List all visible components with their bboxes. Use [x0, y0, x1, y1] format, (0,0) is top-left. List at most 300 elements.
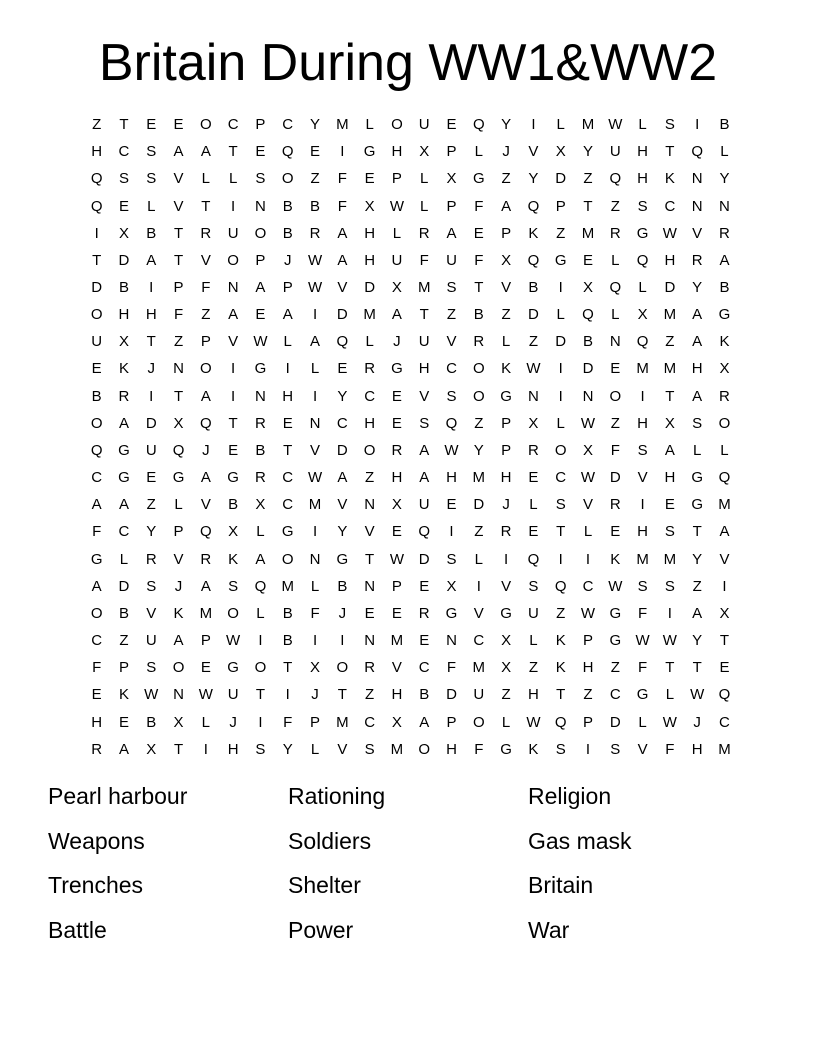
grid-letter: D: [609, 713, 621, 731]
grid-letter: X: [501, 632, 512, 650]
grid-letter: E: [91, 360, 102, 378]
grid-letter: K: [228, 550, 239, 568]
grid-letter: O: [281, 550, 294, 568]
grid-letter: D: [118, 577, 130, 595]
grid-letter: T: [719, 632, 730, 650]
grid-letter: W: [389, 197, 404, 215]
grid-letter: R: [418, 224, 430, 242]
grid-letter: E: [337, 360, 348, 378]
grid-letter: I: [558, 360, 563, 378]
grid-letter: Q: [554, 713, 567, 731]
grid-letter: A: [282, 306, 293, 324]
grid-letter: B: [282, 604, 293, 622]
grid-letter: J: [502, 496, 510, 514]
grid-letter: L: [556, 116, 565, 134]
grid-letter: E: [419, 577, 430, 595]
grid-letter: R: [255, 469, 266, 487]
grid-letter: E: [255, 306, 266, 324]
grid-letter: O: [90, 414, 103, 432]
grid-letter: M: [636, 550, 649, 568]
grid-letter: I: [312, 632, 318, 650]
grid-letter: L: [501, 713, 511, 731]
grid-letter: L: [474, 143, 483, 161]
grid-letter: B: [228, 496, 239, 514]
grid-letter: N: [719, 197, 730, 215]
grid-letter: G: [554, 251, 567, 269]
grid-letter: O: [472, 387, 485, 405]
grid-row: [83, 736, 738, 763]
grid-letter: L: [256, 523, 265, 541]
grid-letter: P: [255, 116, 266, 134]
grid-letter: A: [692, 306, 703, 324]
grid-letter: S: [637, 577, 648, 595]
grid-letter: E: [610, 360, 621, 378]
grid-letter: H: [364, 224, 376, 242]
grid-letter: Z: [474, 523, 484, 541]
grid-letter: I: [149, 387, 154, 405]
grid-letter: N: [582, 387, 594, 405]
grid-letter: A: [337, 224, 348, 242]
grid-letter: L: [611, 251, 620, 269]
grid-letter: B: [310, 197, 321, 215]
grid-letter: D: [145, 414, 157, 432]
grid-letter: I: [695, 116, 700, 134]
grid-letter: I: [531, 116, 536, 134]
grid-letter: I: [476, 577, 481, 595]
grid-letter: V: [337, 740, 348, 758]
grid-letter: Y: [692, 279, 703, 297]
grid-letter: D: [118, 251, 130, 269]
grid-letter: L: [174, 496, 183, 514]
grid-letter: L: [147, 197, 156, 215]
grid-letter: A: [501, 197, 512, 215]
grid-letter: P: [582, 632, 593, 650]
grid-letter: K: [555, 659, 566, 677]
grid-letter: O: [90, 306, 103, 324]
grid-letter: W: [198, 686, 213, 704]
grid-letter: S: [228, 577, 239, 595]
grid-letter: O: [254, 659, 267, 677]
grid-letter: P: [200, 632, 211, 650]
grid-letter: F: [638, 659, 648, 677]
grid-letter: Z: [610, 659, 620, 677]
grid-letter: T: [173, 224, 184, 242]
grid-letter: U: [91, 333, 103, 351]
grid-letter: G: [636, 686, 649, 704]
grid-letter: C: [91, 632, 103, 650]
grid-letter: U: [418, 333, 430, 351]
grid-letter: P: [255, 251, 266, 269]
grid-letter: M: [581, 224, 595, 242]
grid-letter: A: [200, 469, 211, 487]
grid-letter: L: [529, 496, 538, 514]
grid-letter: M: [199, 604, 213, 622]
grid-letter: T: [201, 197, 211, 215]
grid-letter: D: [555, 170, 567, 188]
grid-letter: W: [526, 713, 541, 731]
grid-row: [83, 111, 738, 138]
grid-letter: A: [200, 143, 211, 161]
grid-letter: N: [173, 686, 184, 704]
grid-letter: R: [309, 224, 321, 242]
grid-letter: M: [718, 496, 731, 514]
grid-letter: O: [363, 441, 376, 459]
grid-letter: E: [391, 604, 402, 622]
grid-letter: O: [200, 360, 212, 378]
grid-letter: B: [719, 116, 730, 134]
grid-letter: X: [719, 604, 730, 622]
grid-letter: O: [336, 659, 349, 677]
grid-letter: P: [582, 713, 593, 731]
grid-row: [83, 383, 738, 410]
grid-letter: M: [281, 577, 294, 595]
grid-letter: A: [419, 713, 430, 731]
grid-letter: S: [146, 577, 157, 595]
grid-letter: T: [692, 523, 702, 541]
grid-letter: N: [255, 197, 266, 215]
grid-letter: C: [364, 387, 376, 405]
grid-letter: N: [691, 197, 703, 215]
grid-letter: O: [472, 360, 485, 378]
grid-letter: Y: [528, 170, 539, 188]
grid-letter: C: [364, 713, 376, 731]
grid-letter: Y: [310, 116, 321, 134]
grid-letter: K: [528, 224, 539, 242]
grid-letter: I: [340, 143, 345, 161]
grid-letter: C: [282, 496, 294, 514]
word-bank-item: Power: [288, 916, 354, 943]
grid-letter: P: [501, 441, 512, 459]
grid-letter: F: [337, 170, 347, 188]
grid-letter: T: [337, 686, 347, 704]
grid-row: [83, 165, 738, 192]
grid-letter: A: [692, 333, 703, 351]
word-bank-item: Pearl harbour: [48, 783, 188, 809]
grid-letter: B: [118, 604, 129, 622]
grid-letter: N: [446, 632, 457, 650]
grid-letter: A: [692, 604, 703, 622]
word-bank-item: Weapons: [48, 827, 145, 854]
grid-letter: A: [118, 496, 129, 514]
grid-letter: P: [118, 659, 129, 677]
grid-letter: U: [145, 441, 157, 459]
grid-letter: N: [309, 414, 321, 432]
grid-letter: Q: [636, 251, 649, 269]
grid-letter: A: [446, 224, 457, 242]
grid-letter: I: [285, 360, 290, 378]
grid-letter: B: [528, 279, 539, 297]
grid-letter: M: [581, 116, 595, 134]
grid-letter: T: [692, 659, 702, 677]
grid-letter: C: [664, 197, 676, 215]
grid-letter: S: [664, 116, 675, 134]
grid-letter: X: [501, 659, 512, 677]
grid-letter: P: [501, 224, 512, 242]
grid-letter: Q: [527, 550, 540, 568]
grid-letter: U: [391, 251, 403, 269]
grid-letter: S: [555, 496, 566, 514]
grid-letter: V: [173, 197, 184, 215]
grid-letter: F: [638, 604, 648, 622]
grid-letter: Z: [610, 414, 620, 432]
grid-letter: H: [500, 469, 512, 487]
grid-letter: X: [582, 279, 593, 297]
grid-letter: D: [446, 686, 457, 704]
grid-letter: I: [94, 224, 99, 242]
grid-letter: R: [473, 333, 485, 351]
grid-letter: Q: [609, 170, 622, 188]
grid-letter: A: [337, 251, 348, 269]
grid-letter: E: [391, 387, 402, 405]
grid-letter: X: [146, 740, 157, 758]
grid-letter: Z: [501, 170, 511, 188]
grid-letter: G: [281, 523, 294, 541]
grid-row: [83, 600, 738, 627]
grid-letter: X: [173, 414, 184, 432]
grid-letter: E: [364, 170, 375, 188]
grid-letter: B: [146, 713, 157, 731]
grid-letter: V: [528, 143, 539, 161]
grid-letter: M: [417, 279, 431, 297]
grid-letter: G: [500, 387, 512, 405]
grid-letter: O: [281, 170, 294, 188]
grid-letter: V: [473, 604, 484, 622]
grid-letter: W: [580, 469, 596, 487]
grid-letter: A: [664, 441, 675, 459]
grid-letter: H: [446, 469, 457, 487]
grid-letter: A: [146, 251, 157, 269]
grid-letter: H: [691, 360, 703, 378]
grid-letter: Q: [200, 414, 212, 432]
grid-letter: F: [474, 740, 484, 758]
grid-letter: I: [149, 279, 154, 297]
word-bank: [48, 776, 768, 954]
grid-letter: F: [201, 279, 211, 297]
grid-letter: H: [364, 414, 376, 432]
grid-letter: C: [282, 116, 294, 134]
grid-letter: E: [364, 604, 375, 622]
grid-letter: L: [720, 441, 729, 459]
grid-letter: W: [444, 441, 459, 459]
grid-letter: W: [144, 686, 159, 704]
word-bank-item: Shelter: [288, 872, 361, 898]
grid-letter: G: [172, 469, 185, 487]
word-bank-item: Battle: [48, 916, 107, 943]
grid-letter: A: [118, 414, 129, 432]
grid-letter: T: [173, 740, 184, 758]
grid-letter: V: [146, 604, 157, 622]
grid-letter: H: [691, 740, 703, 758]
grid-letter: O: [472, 713, 485, 731]
grid-letter: V: [310, 441, 321, 459]
grid-letter: H: [145, 306, 157, 324]
grid-letter: B: [282, 632, 293, 650]
letter-grid: [83, 111, 738, 763]
grid-letter: R: [255, 414, 266, 432]
grid-row: [83, 681, 738, 708]
grid-letter: H: [637, 414, 648, 432]
grid-row: [83, 192, 738, 219]
grid-letter: X: [582, 441, 593, 459]
grid-letter: T: [119, 116, 129, 134]
grid-letter: Z: [583, 170, 593, 188]
grid-letter: E: [310, 143, 321, 161]
grid-letter: X: [391, 496, 402, 514]
grid-letter: I: [203, 740, 208, 758]
grid-letter: H: [637, 170, 648, 188]
grid-letter: G: [445, 604, 458, 622]
grid-letter: C: [473, 632, 485, 650]
grid-letter: P: [310, 713, 321, 731]
grid-letter: B: [473, 306, 484, 324]
grid-letter: Q: [200, 523, 212, 541]
grid-letter: X: [255, 496, 266, 514]
grid-letter: K: [501, 360, 512, 378]
grid-letter: R: [691, 251, 703, 269]
grid-letter: B: [582, 333, 593, 351]
grid-letter: A: [118, 740, 129, 758]
grid-letter: S: [610, 740, 621, 758]
grid-letter: G: [691, 496, 704, 514]
grid-letter: A: [255, 279, 266, 297]
grid-letter: M: [308, 496, 322, 514]
grid-letter: F: [310, 604, 320, 622]
grid-letter: M: [390, 632, 404, 650]
grid-letter: P: [555, 197, 566, 215]
word-bank-item: Britain: [528, 872, 594, 898]
grid-letter: H: [637, 143, 648, 161]
grid-letter: P: [391, 170, 402, 188]
grid-letter: V: [173, 170, 184, 188]
grid-letter: L: [529, 632, 538, 650]
grid-letter: L: [638, 279, 647, 297]
grid-letter: L: [365, 333, 374, 351]
grid-row: [83, 491, 738, 518]
grid-letter: G: [227, 469, 239, 487]
grid-letter: L: [420, 197, 429, 215]
grid-letter: Y: [337, 387, 348, 405]
grid-letter: J: [147, 360, 155, 378]
grid-letter: O: [391, 116, 403, 134]
grid-letter: P: [200, 333, 211, 351]
grid-letter: S: [637, 197, 648, 215]
grid-letter: Q: [472, 116, 485, 134]
grid-letter: H: [527, 686, 539, 704]
grid-letter: T: [146, 333, 156, 351]
grid-letter: L: [310, 577, 320, 595]
grid-letter: R: [418, 604, 430, 622]
grid-letter: L: [420, 170, 429, 188]
grid-letter: B: [91, 387, 102, 405]
grid-letter: R: [609, 496, 621, 514]
grid-letter: S: [555, 740, 566, 758]
grid-letter: J: [393, 333, 401, 351]
grid-letter: W: [307, 251, 323, 269]
grid-letter: W: [662, 224, 677, 242]
grid-letter: T: [665, 659, 675, 677]
grid-letter: G: [118, 469, 130, 487]
grid-letter: D: [609, 469, 621, 487]
grid-letter: Q: [281, 143, 294, 161]
grid-letter: I: [285, 686, 290, 704]
grid-letter: H: [446, 740, 457, 758]
grid-letter: F: [173, 306, 184, 324]
grid-letter: C: [336, 414, 348, 432]
grid-letter: Z: [583, 686, 593, 704]
grid-letter: X: [637, 306, 648, 324]
grid-letter: V: [419, 387, 430, 405]
grid-letter: R: [118, 387, 130, 405]
grid-letter: I: [558, 387, 563, 405]
grid-letter: O: [718, 414, 731, 432]
grid-letter: Q: [718, 469, 731, 487]
grid-letter: C: [118, 143, 130, 161]
grid-letter: E: [610, 523, 621, 541]
grid-letter: G: [500, 740, 512, 758]
grid-letter: W: [226, 632, 241, 650]
grid-letter: F: [665, 740, 675, 758]
grid-letter: A: [91, 577, 102, 595]
grid-letter: J: [693, 713, 701, 731]
grid-letter: A: [719, 251, 730, 269]
grid-letter: O: [609, 387, 622, 405]
grid-letter: M: [336, 116, 349, 134]
grid-letter: S: [146, 659, 157, 677]
grid-letter: L: [611, 306, 620, 324]
grid-letter: E: [200, 659, 211, 677]
grid-letter: P: [173, 523, 184, 541]
grid-letter: I: [231, 387, 236, 405]
grid-letter: R: [391, 441, 403, 459]
grid-letter: X: [446, 577, 457, 595]
grid-letter: E: [473, 224, 484, 242]
grid-letter: D: [336, 306, 348, 324]
grid-letter: J: [229, 713, 237, 731]
grid-letter: E: [282, 414, 293, 432]
grid-letter: N: [173, 360, 184, 378]
grid-letter: Q: [582, 306, 594, 324]
grid-letter: F: [283, 713, 293, 731]
grid-letter: W: [307, 279, 323, 297]
word-bank-item: War: [528, 916, 570, 943]
grid-letter: G: [254, 360, 267, 378]
grid-letter: U: [473, 686, 485, 704]
grid-letter: A: [91, 496, 102, 514]
grid-letter: I: [449, 523, 454, 541]
grid-letter: K: [610, 550, 621, 568]
grid-letter: V: [582, 496, 593, 514]
grid-letter: G: [336, 550, 349, 568]
grid-letter: B: [419, 686, 430, 704]
grid-letter: O: [172, 659, 185, 677]
grid-row: [83, 410, 738, 437]
grid-letter: Y: [146, 523, 157, 541]
grid-letter: J: [502, 143, 510, 161]
grid-letter: H: [664, 251, 676, 269]
grid-letter: Q: [418, 523, 431, 541]
grid-letter: A: [419, 441, 430, 459]
grid-letter: D: [555, 333, 567, 351]
grid-row: [83, 518, 738, 545]
grid-letter: H: [418, 360, 430, 378]
grid-letter: R: [364, 360, 376, 378]
grid-letter: J: [283, 251, 292, 269]
grid-letter: N: [691, 170, 703, 188]
grid-letter: B: [255, 441, 266, 459]
grid-letter: G: [718, 306, 731, 324]
grid-letter: B: [719, 279, 730, 297]
grid-letter: A: [419, 469, 430, 487]
